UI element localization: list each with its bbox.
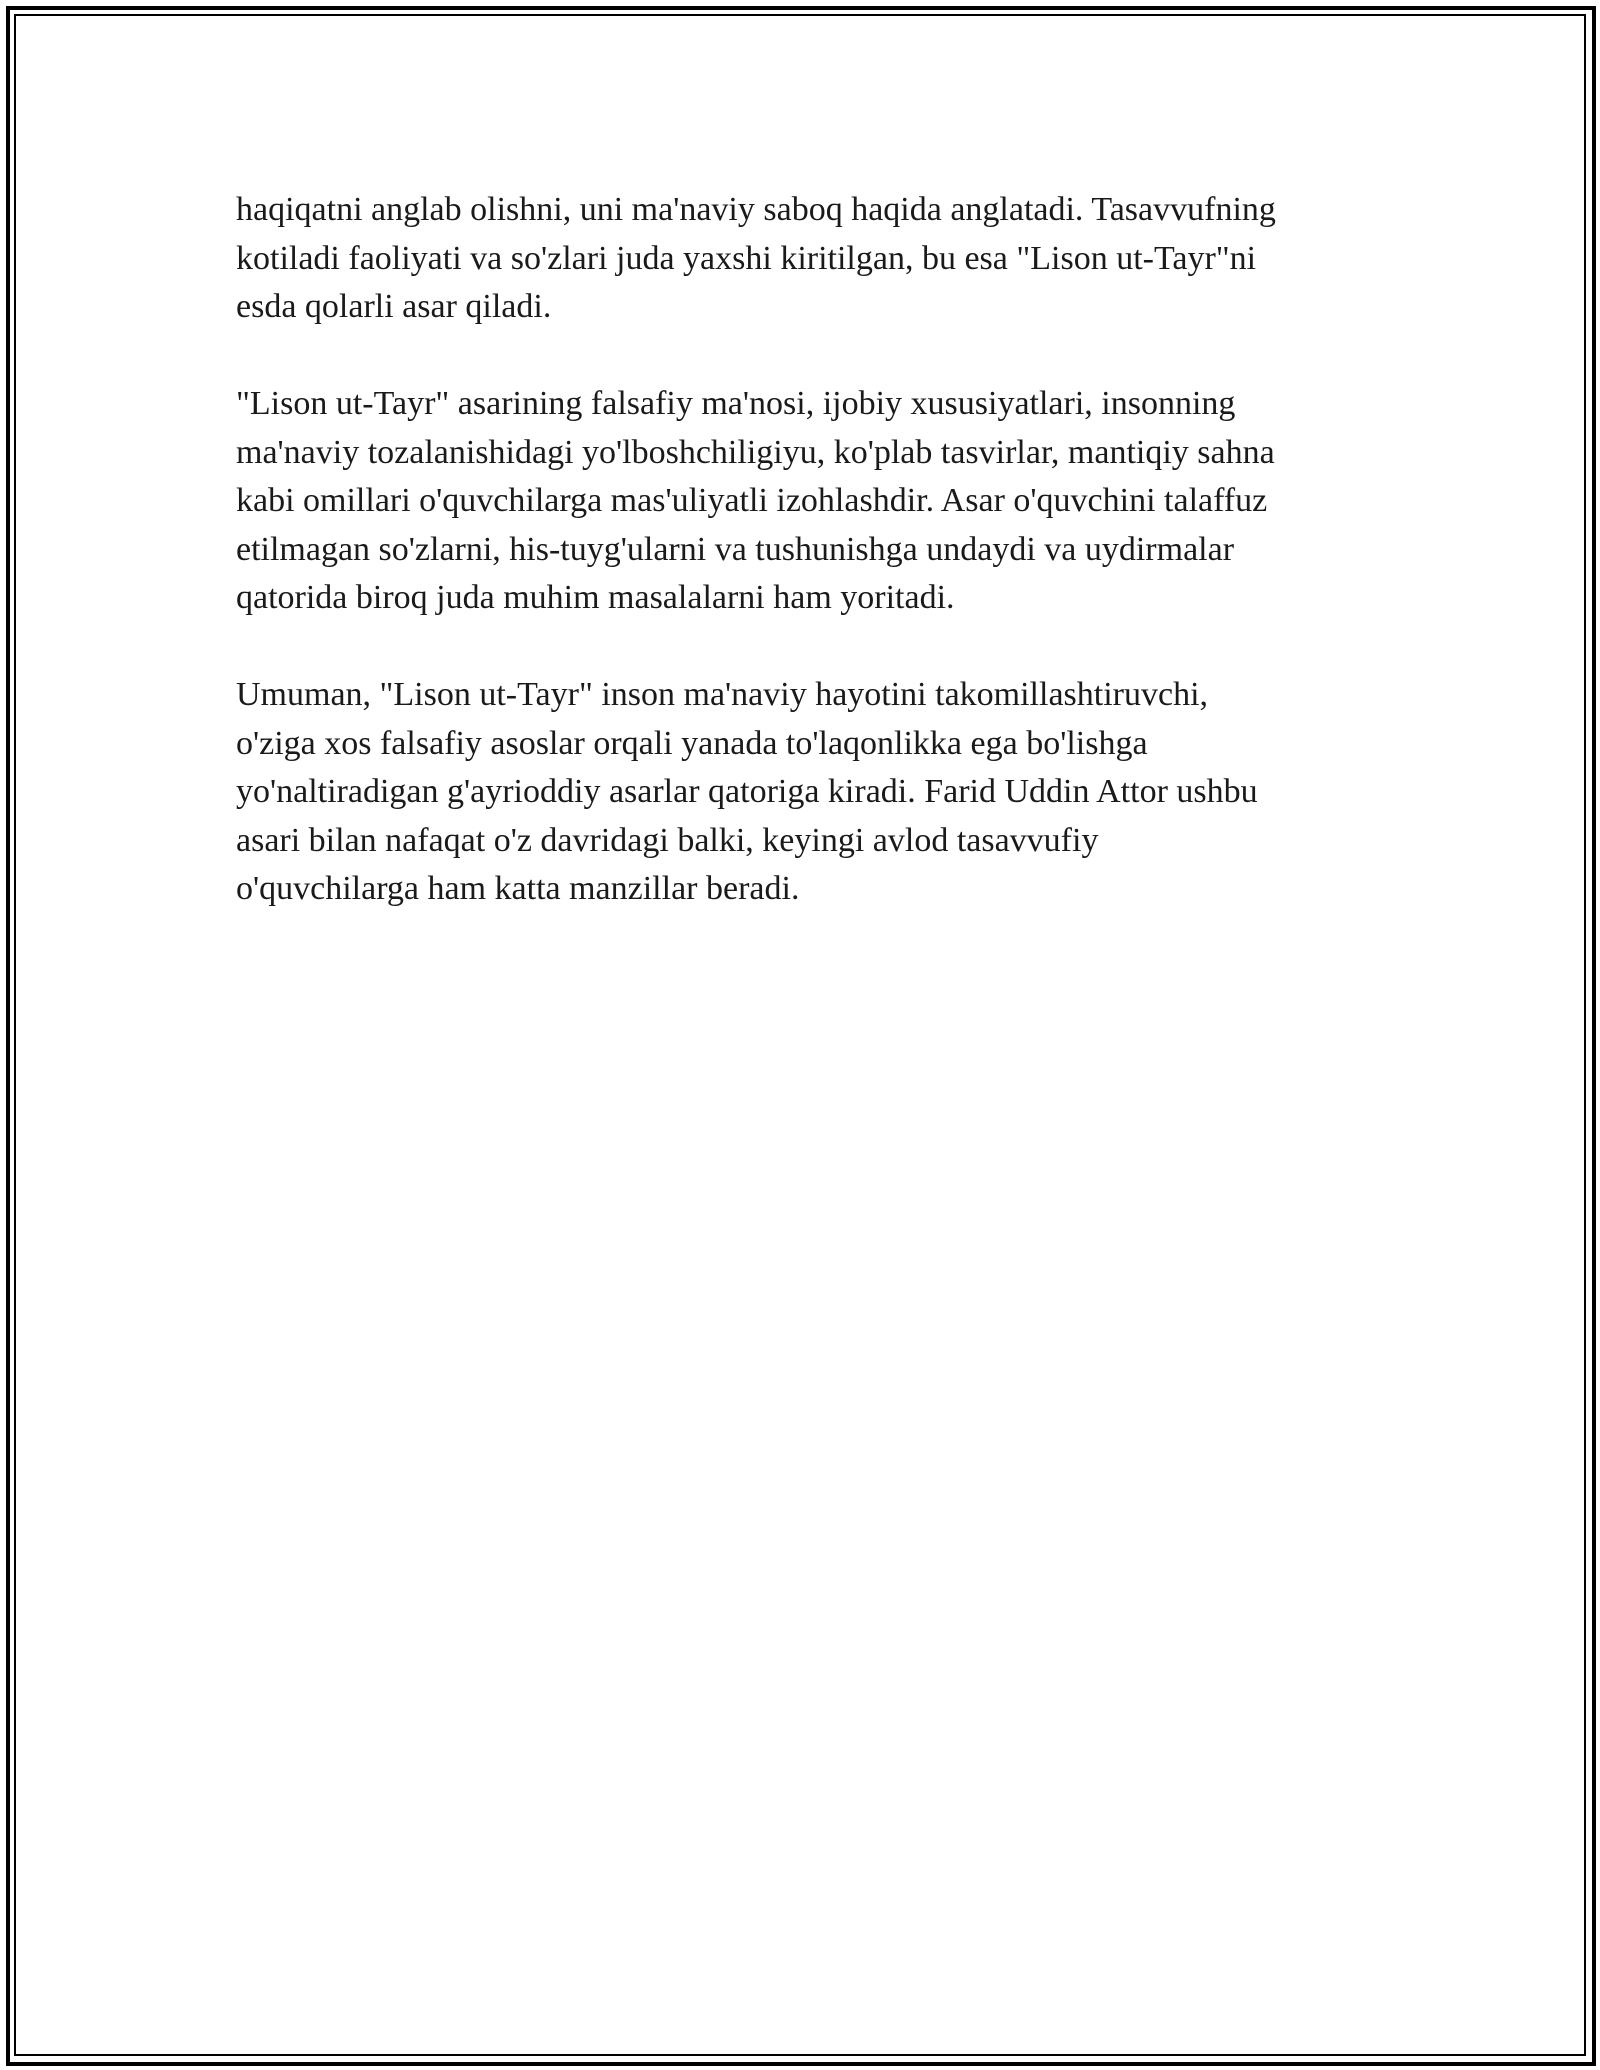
text-line: kotiladi faoliyati va so'zlari juda yaxshi kiritilgan, bu esa "Lison ut-Tayr"ni	[236, 239, 1257, 277]
text-line: asari bilan nafaqat o'z davridagi balki, keyingi avlod tasavvufiy	[236, 821, 1099, 859]
text-line: etilmagan so'zlarni, his-tuyg'ularni va tushunishga undaydi va uydirmalar	[236, 530, 1235, 568]
paragraph-1	[236, 186, 1366, 332]
text-line: o'ziga xos falsafiy asoslar orqali yanada to'laqonlikka ega bo'lishga	[236, 724, 1148, 762]
text-line: "Lison ut-Tayr" asarining falsafiy ma'nosi, ijobiy xususiyatlari, insonning	[236, 385, 1236, 422]
text-line: haqiqatni anglab olishni, uni ma'naviy saboq haqida anglatadi. Tasavvufning	[236, 191, 1276, 228]
document-body	[236, 186, 1366, 962]
paragraph-3	[236, 671, 1366, 914]
text-line: kabi omillari o'quvchilarga mas'uliyatli izohlashdir. Asar o'quvchini talaffuz	[236, 482, 1268, 519]
text-line: yo'naltiradigan g'ayrioddiy asarlar qatoriga kiradi. Farid Uddin Attor ushbu	[236, 773, 1258, 810]
text-line: ma'naviy tozalanishidagi yo'lboshchiligiyu, ko'plab tasvirlar, mantiqiy sahna	[236, 433, 1275, 471]
text-line: qatorida biroq juda muhim masalalarni ham yoritadi.	[236, 579, 955, 616]
text-line: esda qolarli asar qiladi.	[236, 288, 552, 325]
text-line: o'quvchilarga ham katta manzillar beradi.	[236, 870, 800, 907]
text-line: Umuman, "Lison ut-Tayr" inson ma'naviy hayotini takomillashtiruvchi,	[236, 676, 1209, 713]
paragraph-2	[236, 380, 1366, 623]
